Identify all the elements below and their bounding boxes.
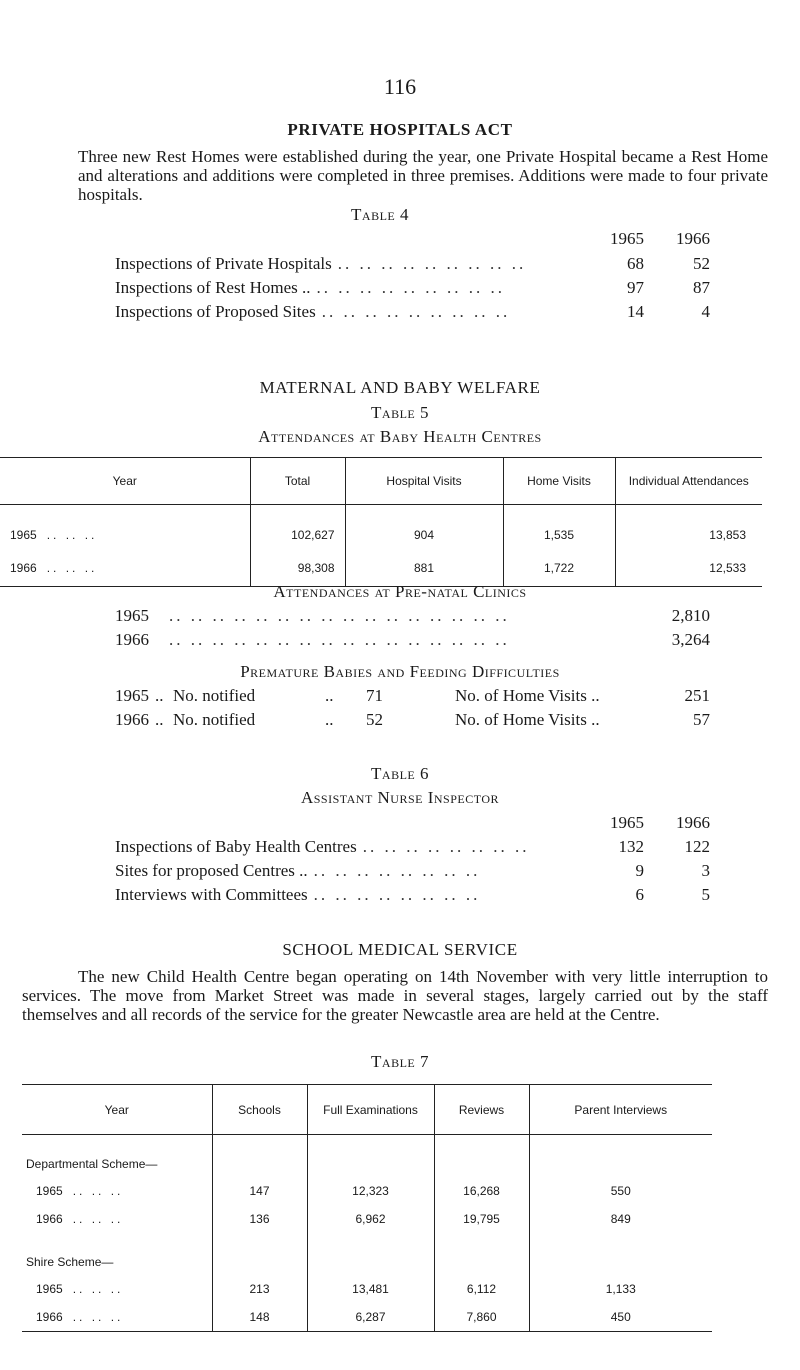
table4-row: Inspections of Rest Homes .. .. .. .. .. .. .. .. .. .. 97 87 <box>115 278 710 297</box>
table5-col-total: Total <box>250 458 345 505</box>
table-row: 1965 .. .. .. 102,627 904 1,535 13,853 <box>0 505 762 551</box>
prenatal-value: 3,264 <box>671 630 710 649</box>
table7-cell-full: 13,481 <box>307 1275 434 1303</box>
table6-row: Interviews with Committees .. .. .. .. .. .. .. .. 6 5 <box>115 885 710 904</box>
table7-col-year: Year <box>104 1102 129 1117</box>
table5 <box>0 457 762 587</box>
table6-value-1966: 5 <box>701 885 710 904</box>
premature-visits: 251 <box>684 686 710 705</box>
table7 <box>22 1084 712 1332</box>
premature-visits-label: No. of Home Visits .. <box>455 710 600 729</box>
table7-caption: Table 7 <box>371 1052 429 1071</box>
table5-cell-year: 1966 <box>10 561 37 576</box>
premature-year: 1965 <box>115 686 149 705</box>
table7-cell-reviews: 6,112 <box>434 1275 529 1303</box>
table5-cell-hospital: 904 <box>345 505 503 551</box>
table6-row: Sites for proposed Centres .. .. .. .. .. .. .. .. .. 9 3 <box>115 861 710 880</box>
table6-col-1965: 1965 <box>610 813 644 832</box>
table4-row-label: Inspections of Proposed Sites <box>115 302 316 321</box>
table-row: 1966 .. .. .. 136 6,962 19,795 849 <box>22 1205 712 1233</box>
table5-col-year: Year <box>112 474 137 488</box>
table4-value-1965: 97 <box>627 278 644 297</box>
table4-value-1965: 68 <box>627 254 644 273</box>
table5-cell-home: 1,535 <box>503 505 615 551</box>
premature-visits-label: No. of Home Visits .. <box>455 686 600 705</box>
table4-value-1965: 14 <box>627 302 644 321</box>
table7-cell-reviews: 7,860 <box>434 1303 529 1332</box>
table5-cell-total: 98,308 <box>250 551 345 587</box>
table7-cell-reviews: 19,795 <box>434 1205 529 1233</box>
table5-cell-hospital: 881 <box>345 551 503 587</box>
table7-cell-year: 1966 <box>36 1211 63 1226</box>
prenatal-row: 1965 .. .. .. .. .. .. .. .. .. .. .. .. .. .. .. .. 2,810 <box>115 606 710 625</box>
school-heading: SCHOOL MEDICAL SERVICE <box>282 940 518 959</box>
table-row: 1966 .. .. .. 148 6,287 7,860 450 <box>22 1303 712 1332</box>
table6-row-label: Inspections of Baby Health Centres <box>115 837 357 856</box>
table7-cell-parent: 550 <box>529 1177 712 1205</box>
premature-row: 1966 .. No. notified .. 52 No. of Home Visits .. 57 <box>115 710 710 729</box>
table7-col-full-examinations: Full Examinations <box>307 1085 434 1135</box>
prenatal-value: 2,810 <box>671 606 710 625</box>
table6-value-1965: 9 <box>635 861 644 880</box>
prenatal-year: 1965 <box>115 606 149 625</box>
table5-cell-individual: 12,533 <box>615 551 762 587</box>
table7-cell-year: 1965 <box>36 1281 63 1296</box>
table4-row-label: Inspections of Private Hospitals <box>115 254 332 273</box>
table7-col-parent-interviews: Parent Interviews <box>529 1085 712 1135</box>
table4-value-1966: 4 <box>701 302 710 321</box>
table4-col-1965: 1965 <box>610 229 644 248</box>
table7-cell-year: 1966 <box>36 1309 63 1324</box>
table7-group-label: Shire Scheme— <box>26 1254 114 1269</box>
table4-value-1966: 52 <box>693 254 710 273</box>
table6-col-1966: 1966 <box>676 813 710 832</box>
premature-caption: Premature Babies and Feeding Difficulties <box>240 662 560 681</box>
table6-row-label: Sites for proposed Centres .. <box>115 861 308 880</box>
table7-header <box>22 1085 712 1135</box>
table7-cell-schools: 148 <box>212 1303 307 1332</box>
table6-value-1965: 6 <box>635 885 644 904</box>
table7-group-heading <box>22 1233 712 1275</box>
table5-cell-year: 1965 <box>10 527 37 542</box>
premature-notified: 52 <box>366 710 383 729</box>
table7-cell-schools: 213 <box>212 1275 307 1303</box>
table7-cell-year: 1965 <box>36 1183 63 1198</box>
table6-row-label: Interviews with Committees <box>115 885 308 904</box>
table-row: 1966 .. .. .. 98,308 881 1,722 12,533 <box>0 551 762 587</box>
premature-notified: 71 <box>366 686 383 705</box>
table4-caption: Table 4 <box>351 205 409 224</box>
premature-year: 1966 <box>115 710 149 729</box>
table5-col-individual-attendances: Individual Attendances <box>615 458 762 505</box>
page-number: 116 <box>383 74 417 99</box>
table7-cell-parent: 849 <box>529 1205 712 1233</box>
table4-col-1966: 1966 <box>676 229 710 248</box>
table6-caption: Table 6 <box>371 764 429 783</box>
school-paragraph: The new Child Health Centre began operating on 14th November with very little interruption to services. The move from Market Street was made in several stages, largely carried out by the staff themselves and all records of the service for the greater Newcastle area are held at the Centre. <box>22 967 768 1024</box>
table7-cell-schools: 136 <box>212 1205 307 1233</box>
private-hospitals-heading: PRIVATE HOSPITALS ACT <box>287 120 513 139</box>
table5-cell-home: 1,722 <box>503 551 615 587</box>
table7-cell-schools: 147 <box>212 1177 307 1205</box>
table4-row: Inspections of Proposed Sites .. .. .. .. .. .. .. .. .. 14 4 <box>115 302 710 321</box>
premature-notified-label: No. notified <box>173 710 256 729</box>
table5-caption: Table 5 <box>371 403 429 422</box>
table6-value-1966: 3 <box>701 861 710 880</box>
table7-cell-parent: 450 <box>529 1303 712 1332</box>
table4-row-label: Inspections of Rest Homes .. <box>115 278 311 297</box>
premature-row: 1965 .. No. notified .. 71 No. of Home Visits .. 251 <box>115 686 710 705</box>
premature-visits: 57 <box>693 710 710 729</box>
prenatal-row: 1966 .. .. .. .. .. .. .. .. .. .. .. .. .. .. .. .. 3,264 <box>115 630 710 649</box>
table4-row: Inspections of Private Hospitals .. .. .. .. .. .. .. .. .. 68 52 <box>115 254 710 273</box>
table7-cell-full: 12,323 <box>307 1177 434 1205</box>
table-row: 1965 .. .. .. 213 13,481 6,112 1,133 <box>22 1275 712 1303</box>
maternal-heading: MATERNAL AND BABY WELFARE <box>259 378 541 397</box>
table5-cell-total: 102,627 <box>250 505 345 551</box>
table6-row: Inspections of Baby Health Centres .. .. .. .. .. .. .. .. 132 122 <box>115 837 710 856</box>
table7-col-reviews: Reviews <box>434 1085 529 1135</box>
table6-value-1966: 122 <box>684 837 710 856</box>
premature-notified-label: No. notified <box>173 686 256 705</box>
table7-group-heading <box>22 1135 712 1177</box>
table7-cell-parent: 1,133 <box>529 1275 712 1303</box>
prenatal-year: 1966 <box>115 630 149 649</box>
table5-col-hospital-visits: Hospital Visits <box>345 458 503 505</box>
table7-group-label: Departmental Scheme— <box>26 1156 158 1171</box>
table7-col-schools: Schools <box>212 1085 307 1135</box>
table4-value-1966: 87 <box>693 278 710 297</box>
table7-cell-full: 6,287 <box>307 1303 434 1332</box>
private-hospitals-paragraph: Three new Rest Homes were established during the year, one Private Hospital became a Rest Home and alterations and additions were completed in three premises. Additions were made to four private hospitals. <box>78 147 768 204</box>
table6-value-1965: 132 <box>618 837 644 856</box>
table5-col-home-visits: Home Visits <box>503 458 615 505</box>
prenatal-caption: Attendances at Pre-natal Clinics <box>273 582 527 601</box>
table-row: 1965 .. .. .. 147 12,323 16,268 550 <box>22 1177 712 1205</box>
table5-header <box>0 458 762 505</box>
table7-cell-full: 6,962 <box>307 1205 434 1233</box>
table5-cell-individual: 13,853 <box>615 505 762 551</box>
table6-subcaption: Assistant Nurse Inspector <box>300 788 500 807</box>
table7-cell-reviews: 16,268 <box>434 1177 529 1205</box>
table5-subcaption: Attendances at Baby Health Centres <box>258 427 542 446</box>
